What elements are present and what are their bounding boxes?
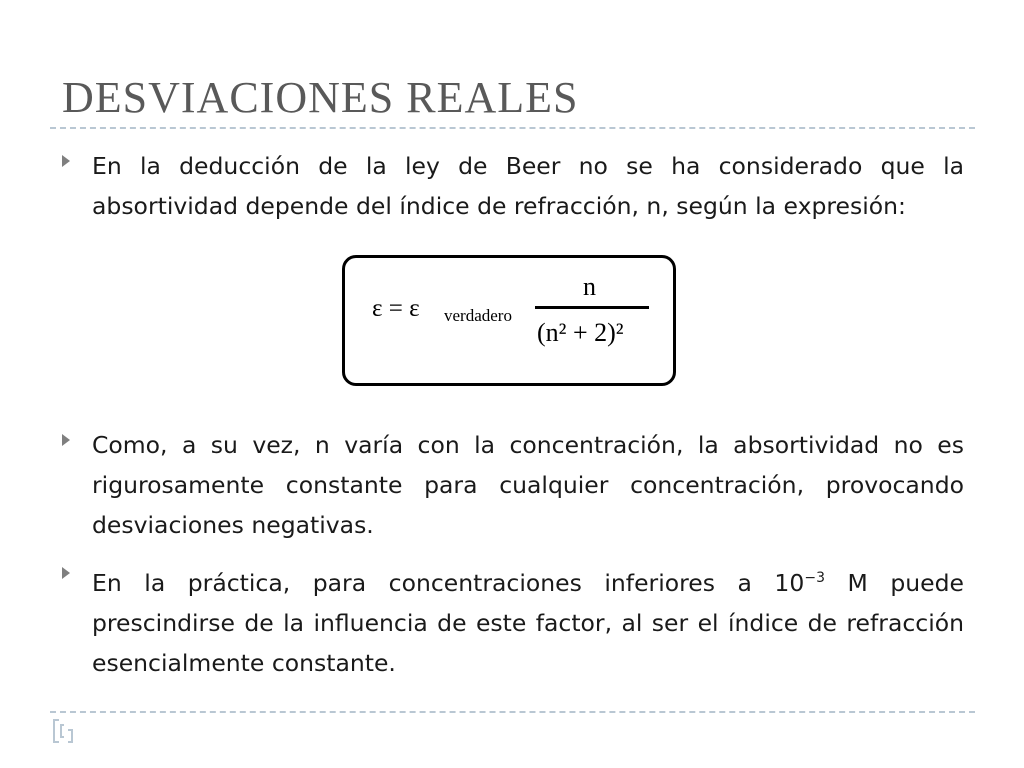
formula-numerator: n: [583, 272, 596, 301]
decorative-brackets-icon: [50, 718, 76, 744]
bullet-text: [92, 558, 964, 683]
triangle-bullet-icon: [62, 567, 70, 579]
slide-title: DESVIACIONES REALES: [62, 73, 579, 122]
fraction-bar: [535, 306, 649, 309]
title-divider: [50, 127, 975, 129]
bullet-item-practica: [62, 558, 964, 683]
formula-box: [342, 255, 676, 386]
bullet-text: Como, a su vez, n varía con la concentración, la absortividad no es rigurosamente constante para cualquier concentración, provocando desviaciones negativas.: [92, 431, 964, 539]
bullet-item-ley-beer: [62, 146, 964, 226]
formula-lhs: ε = ε: [372, 295, 420, 322]
bullet-text-start: En la práctica, para concentraciones inferiores a 10: [92, 568, 805, 597]
absortivity-formula: [345, 258, 673, 383]
bullet-text-end: M puede prescindirse de la influencia de este factor, al ser el índice de refracción esencialmente constante.: [92, 568, 964, 677]
formula-denominator: (n² + 2)²: [537, 318, 624, 347]
formula-subscript: verdadero: [444, 306, 512, 325]
exponent: −3: [804, 570, 825, 586]
triangle-bullet-icon: [62, 155, 70, 167]
footer-divider: [50, 711, 975, 713]
bullet-text: En la deducción de la ley de Beer no se ha considerado que la absortividad depende del índice de refracción, n, según la expresión:: [92, 152, 964, 220]
triangle-bullet-icon: [62, 434, 70, 446]
bullet-item-concentracion: [62, 425, 964, 545]
